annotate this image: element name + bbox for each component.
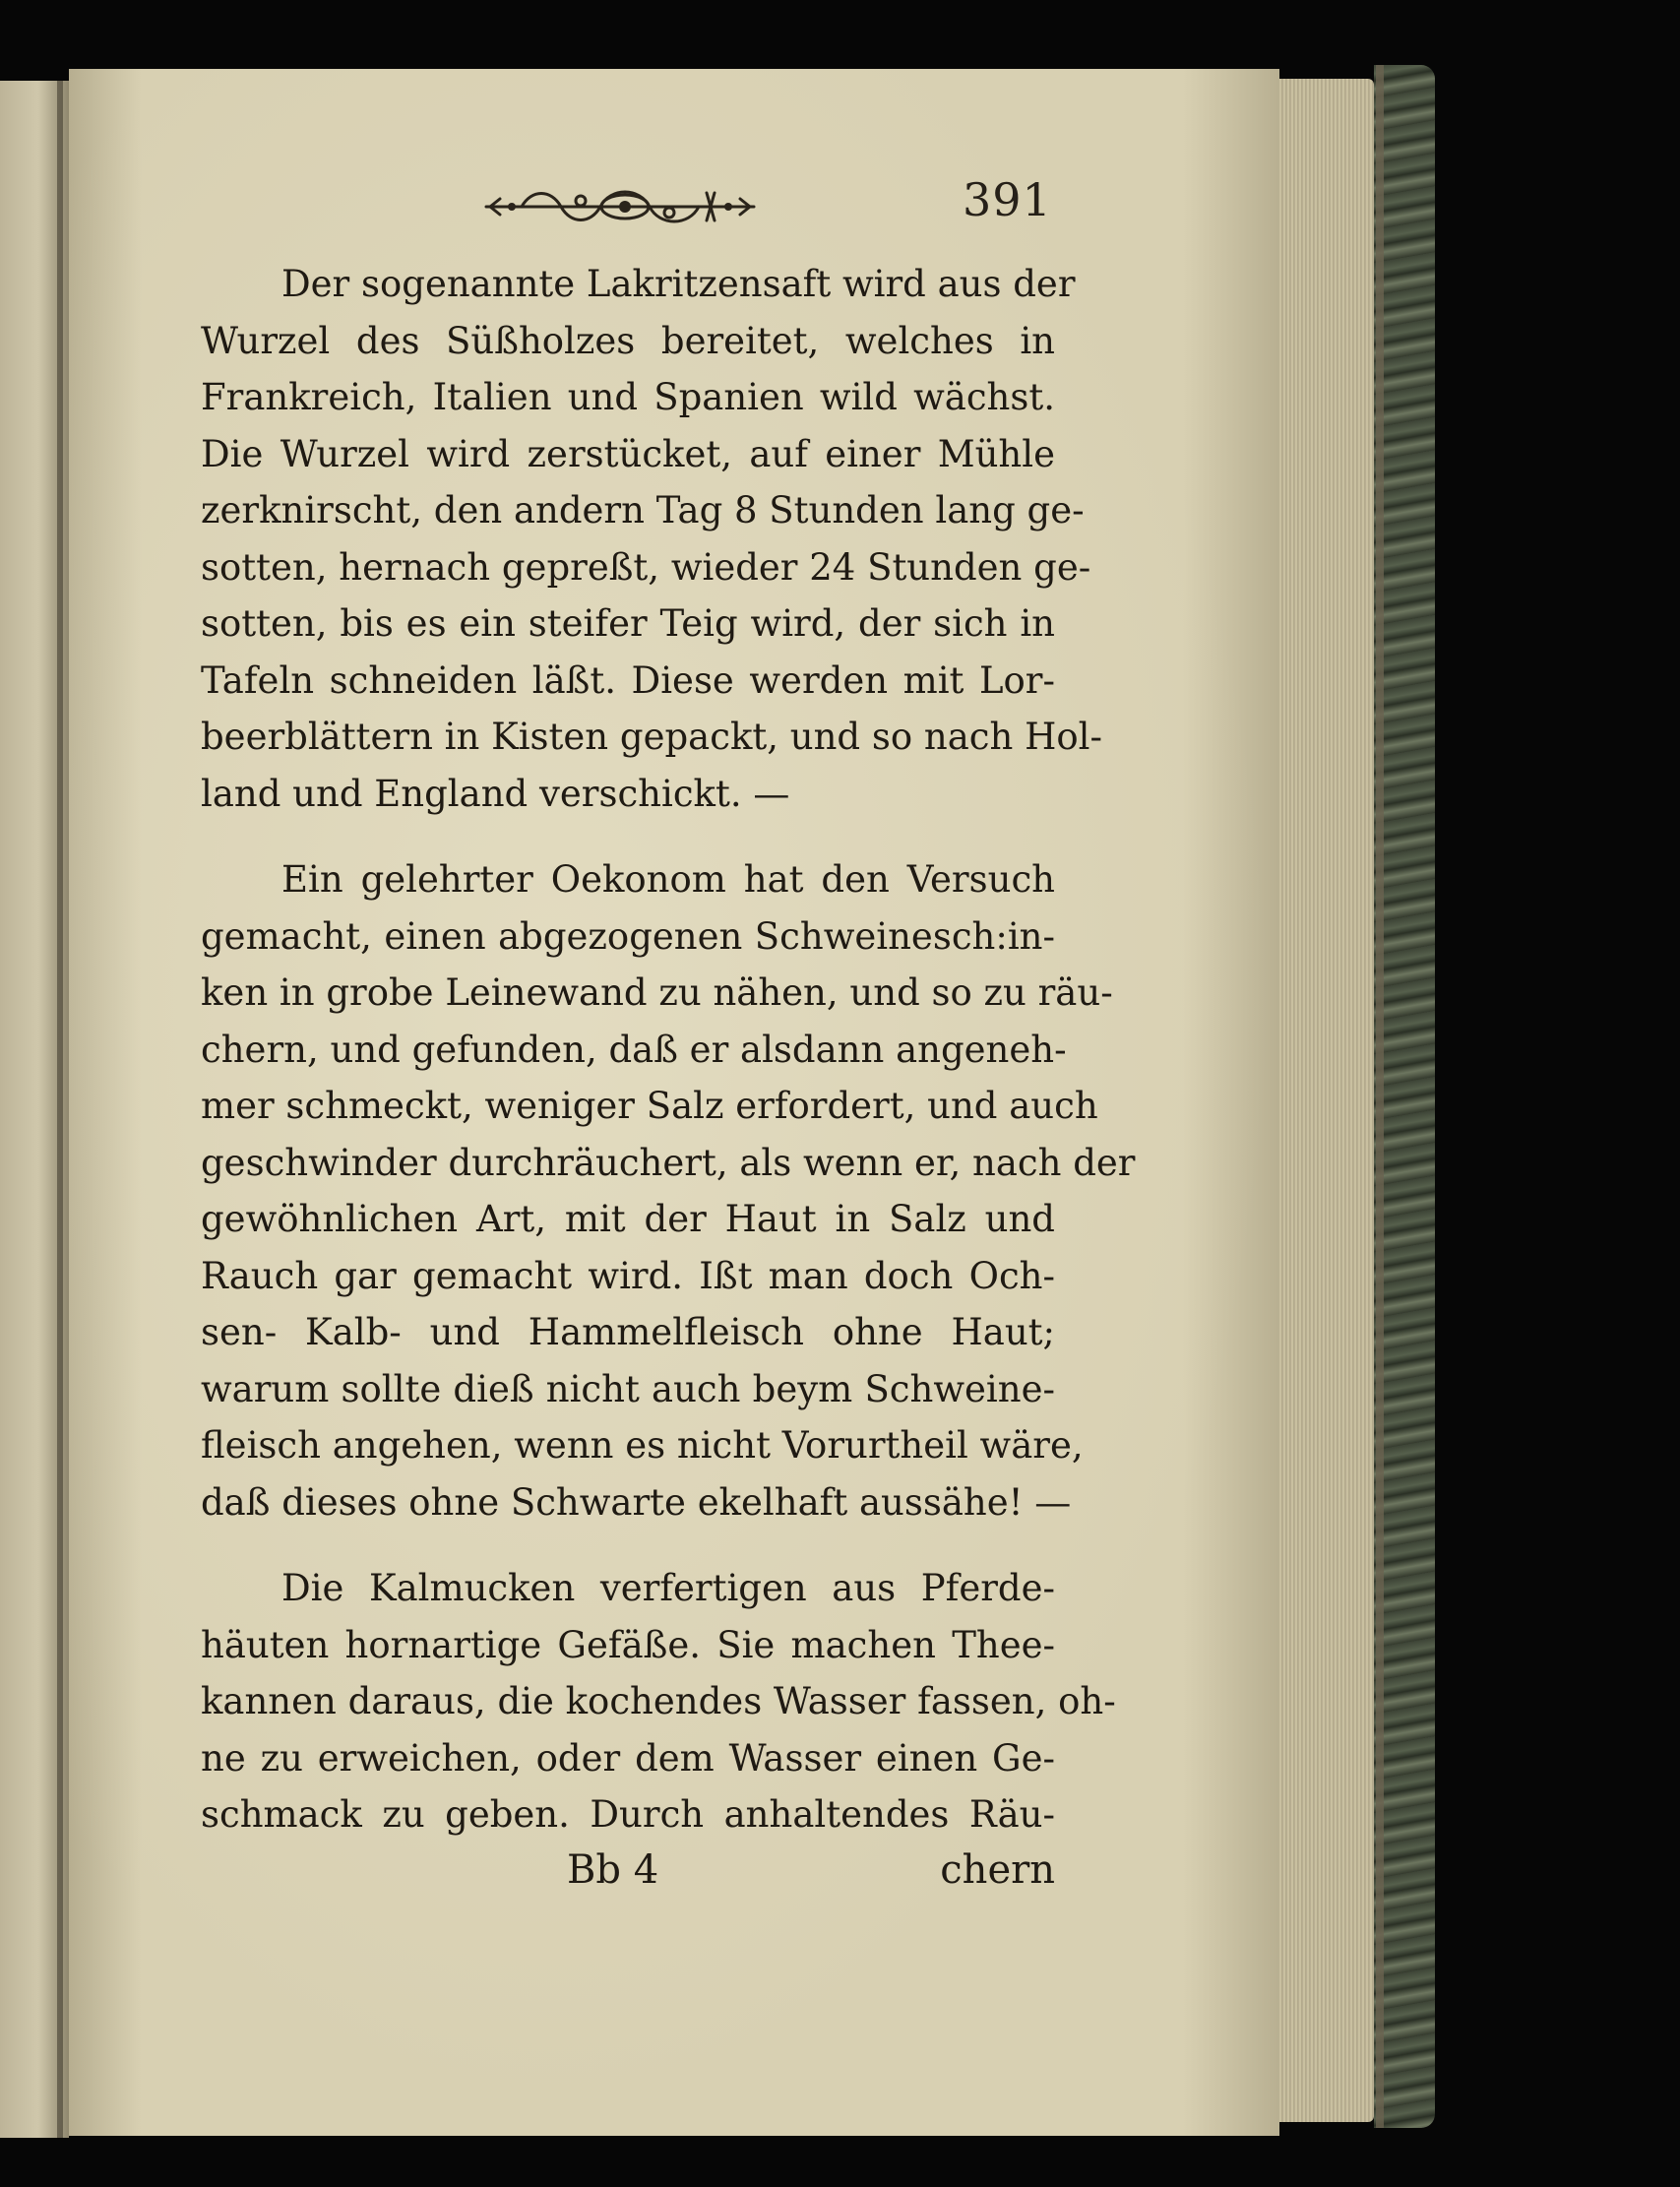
text-line: Die Kalmucken verfertigen aus Pferde- [281,1567,1055,1609]
body-text [201,256,1136,1843]
page-number: 391 [963,173,1052,226]
paragraph [201,1560,1116,1843]
catchword: chern [940,1847,1055,1893]
text-line: ne zu erweichen, oder dem Wasser einen Ge- [201,1736,1055,1780]
text-line: Die Wurzel wird zerstücket, auf einer Mühle [201,432,1055,475]
page-header [423,169,1073,248]
paragraph-gap [201,1531,1055,1560]
paragraph-gap [201,822,1055,851]
paragraph [201,256,1102,822]
text-line: gewöhnlichen Art, mit der Haut in Salz und [201,1198,1055,1240]
text-line: Rauch gar gemacht wird. Ißt man doch Och- [201,1254,1055,1297]
text-line: gemacht, einen abgezogenen Schweinesch:in- [201,914,1055,958]
text-line: mer schmeckt, weniger Salz erfordert, und auch [201,1085,1098,1127]
decorative-headpiece-icon [482,177,758,232]
book-cover-highlight [1376,65,1384,2128]
paragraph [201,851,1136,1531]
text-line: kannen daraus, die kochendes Wasser fassen, oh- [201,1680,1116,1722]
text-line: beerblättern in Kisten gepackt, und so nach Hol- [201,716,1102,758]
text-line: sotten, hernach gepreßt, wieder 24 Stunden ge- [201,545,1091,589]
text-line: Tafeln schneiden läßt. Diese werden mit Lor- [201,658,1055,702]
text-line: Der sogenannte Lakritzensaft wird aus der [281,263,1076,305]
text-line: sotten, bis es ein steifer Teig wird, der sich in [201,602,1055,645]
text-line: chern, und gefunden, daß er alsdann angeneh- [201,1028,1067,1071]
text-line: häuten hornartige Gefäße. Sie machen Thee- [201,1623,1055,1666]
book-page-stack [1268,79,1374,2122]
text-line: Ein gelehrter Oekonom hat den Versuch [281,858,1055,901]
text-line: geschwinder durchräuchert, als wenn er, nach der [201,1141,1136,1184]
left-page-gutter [57,81,63,2138]
text-line: zerknirscht, den andern Tag 8 Stunden lang ge- [201,489,1085,531]
text-line: land und England verschickt. — [201,772,790,815]
text-line: Wurzel des Süßholzes bereitet, welches in [201,319,1055,362]
signature-mark: Bb 4 [567,1847,659,1893]
text-line: sen- Kalb- und Hammelfleisch ohne Haut; [201,1311,1055,1353]
text-line: fleisch angehen, wenn es nicht Vorurtheil wäre, [201,1424,1084,1467]
text-line: schmack zu geben. Durch anhaltendes Räu- [201,1793,1055,1836]
page-footer [201,1836,1055,1905]
text-line: ken in grobe Leinewand zu nähen, und so zu räu- [201,971,1113,1014]
text-line: warum sollte dieß nicht auch beym Schweine- [201,1367,1055,1410]
text-line: daß dieses ohne Schwarte ekelhaft aussähe! — [201,1480,1072,1524]
text-line: Frankreich, Italien und Spanien wild wächst. [201,376,1055,418]
